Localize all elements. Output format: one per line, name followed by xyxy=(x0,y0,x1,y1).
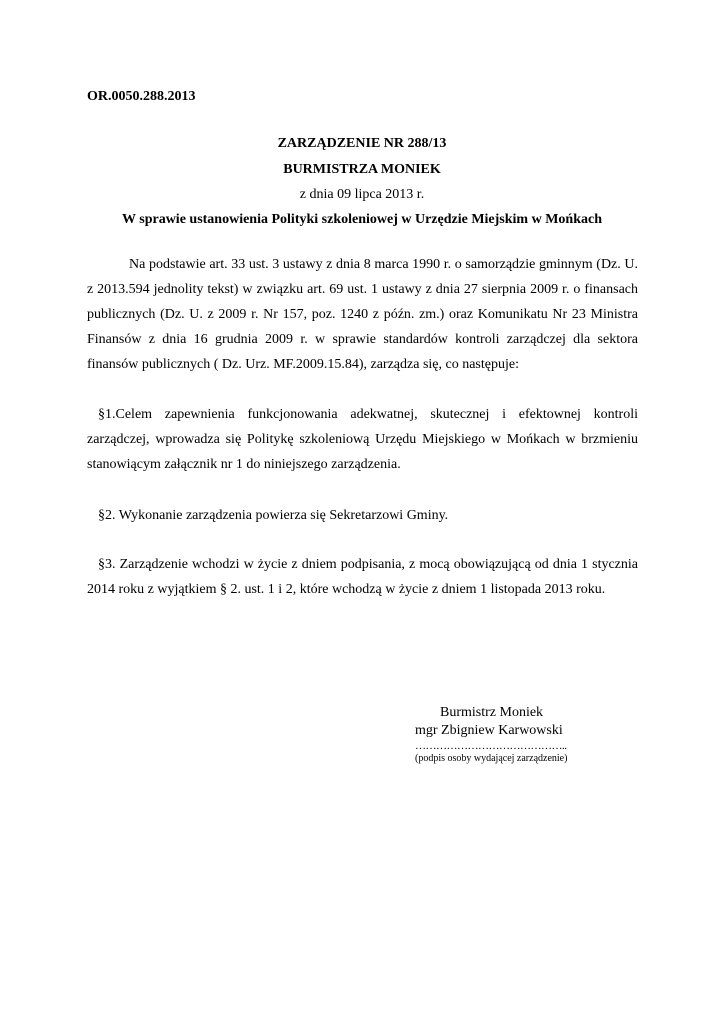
section-2-paragraph: §2. Wykonanie zarządzenia powierza się Sekretarzowi Gminy. xyxy=(98,508,449,523)
issuer-title: BURMISTRZA MONIEK xyxy=(283,162,441,177)
signatory-title: Burmistrz Moniek xyxy=(440,705,544,720)
document-date: z dnia 09 lipca 2013 r. xyxy=(299,187,425,202)
section-1-paragraph: §1.Celem zapewnienia funkcjonowania adekwatnej, skutecznej i efektownej kontroli zarządczej, wprowadza się Politykę szkoleniową Urzędu Miejskiego w Mońkach w brzmieniu stanowiącym załącznik nr 1 do niniejszego zarządzenia. xyxy=(87,407,638,472)
section-3-paragraph: §3. Zarządzenie wchodzi w życie z dniem podpisania, z mocą obowiązującą od dnia 1 stycznia 2014 roku z wyjątkiem § 2. ust. 1 i 2, które wchodzą w życie z dniem 1 listopada 2013 roku. xyxy=(87,557,638,597)
document-reference-number: OR.0050.288.2013 xyxy=(87,89,196,104)
document-subject: W sprawie ustanowienia Polityki szkoleniowej w Urzędzie Miejskim w Mońkach xyxy=(122,212,602,227)
legal-basis-paragraph: Na podstawie art. 33 ust. 3 ustawy z dnia 8 marca 1990 r. o samorządzie gminnym (Dz. U. z 2013.594 jednolity tekst) w związku art. 69 ust. 1 ustawy z dnia 27 sierpnia 2009 r. o finansach publicznych (Dz. U. z 2009 r. Nr 157, poz. 1240 z późn. zm.) oraz Komunikatu Nr 23 Ministra Finansów z dnia 16 grudnia 2009 r. w sprawie standardów kontroli zarządczej dla sektora finansów publicznych ( Dz. Urz. MF.2009.15.84), zarządza się, co następuje: xyxy=(87,257,638,372)
signatory-name: mgr Zbigniew Karwowski xyxy=(415,723,563,738)
signature-line: …………………………………….. xyxy=(415,740,567,752)
signature-caption: (podpis osoby wydającej zarządzenie) xyxy=(415,753,568,764)
document-title: ZARZĄDZENIE NR 288/13 xyxy=(277,136,447,151)
